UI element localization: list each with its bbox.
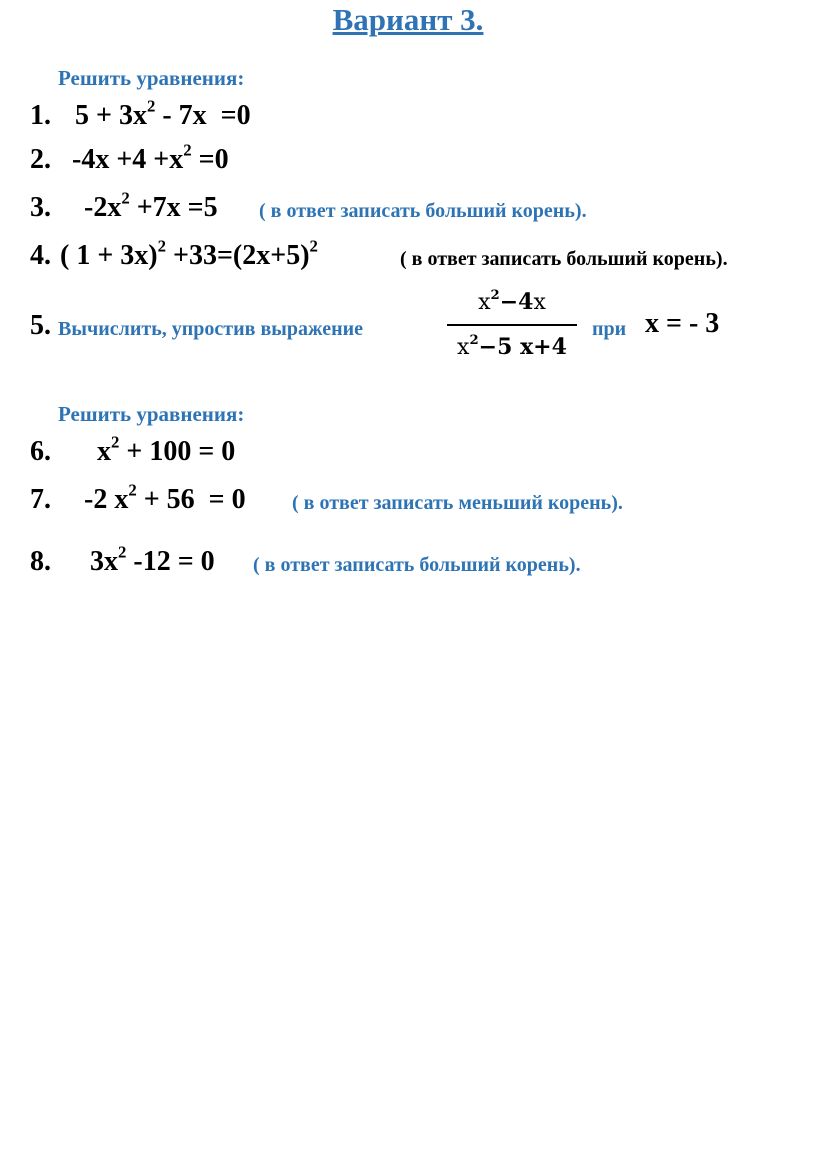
item-number: 8.: [30, 546, 51, 577]
x-value: х = - 3: [645, 308, 720, 339]
answer-note: ( в ответ записать больший корень).: [400, 248, 728, 270]
equation-6: $х^2 + 100 = 0$: [97, 432, 236, 467]
fraction-numerator: $х^2-4х$: [478, 288, 546, 315]
answer-note: ( в ответ записать больший корень).: [253, 554, 581, 576]
item-number: 7.: [30, 484, 51, 515]
item-number: 5.: [30, 310, 51, 341]
item-number: 4.: [30, 240, 51, 271]
item-number: 6.: [30, 436, 51, 467]
pri-label: при: [592, 318, 627, 340]
section2-heading: Решить уравнения:: [58, 402, 245, 426]
task-text: Вычислить, упростив выражение: [58, 318, 364, 340]
fraction-bar: [447, 324, 577, 326]
item-number: 1.: [30, 100, 51, 131]
item-number: 2.: [30, 144, 51, 175]
section1-heading: Решить уравнения:: [58, 66, 245, 90]
equation-8: $3х^2$ -12 = 0: [90, 542, 215, 577]
equation-4: ( $1 + 3х)^2 +33=(2х+5)^2$: [60, 236, 318, 271]
answer-note: ( в ответ записать меньший корень).: [292, 492, 623, 514]
item-number: 3.: [30, 192, 51, 223]
fraction-denominator: $х^2-5$ х+4: [457, 333, 567, 360]
equation-3: $-2х^2 +7х =5$: [84, 188, 218, 223]
answer-note: ( в ответ записать больший корень).: [259, 200, 587, 222]
fraction-expression: [447, 284, 577, 364]
equation-1: $5 + 3х^2 - 7х =0$: [75, 96, 251, 131]
page-title: Вариант 3.: [332, 2, 484, 37]
equation-2: $-4х +4 +х^2 =0$: [72, 140, 229, 175]
equation-7: -2 $х^2 + 56 = 0$: [84, 480, 246, 515]
